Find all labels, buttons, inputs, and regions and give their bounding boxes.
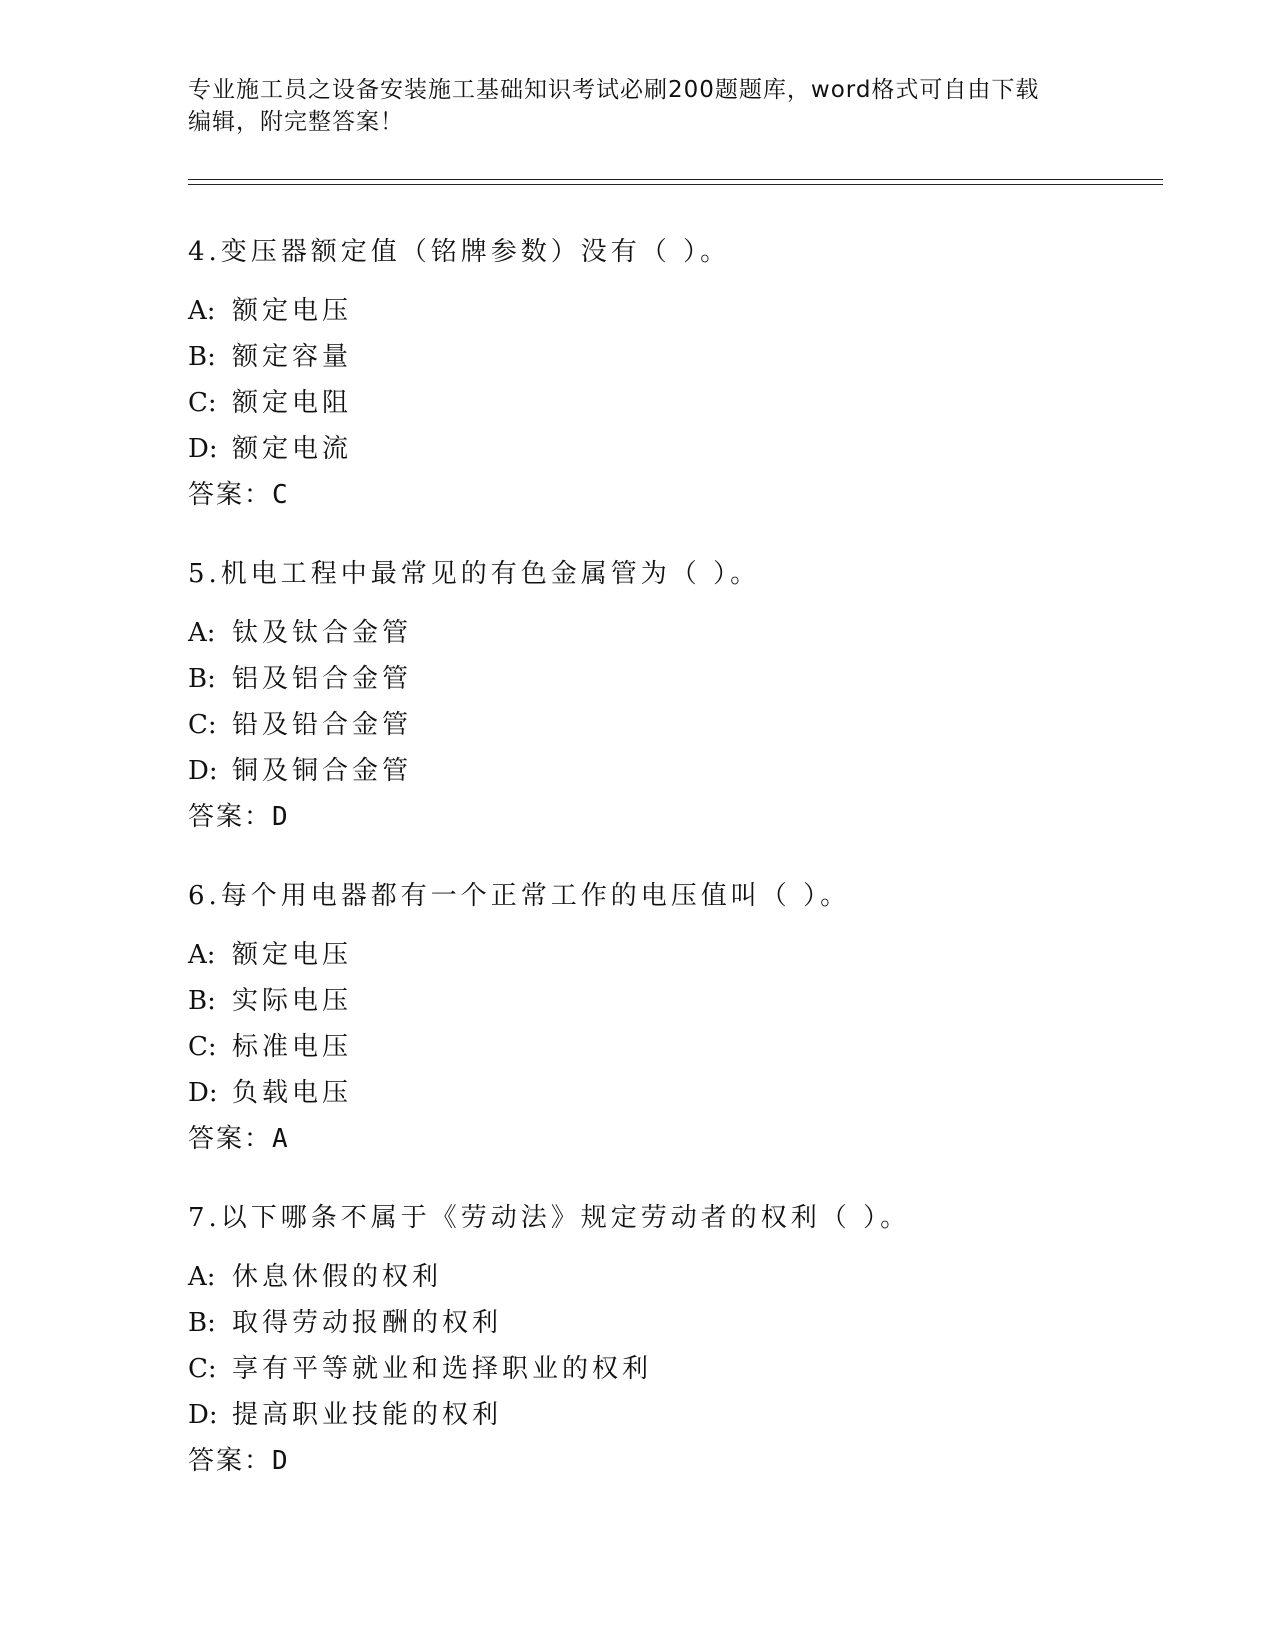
question-block — [188, 237, 1168, 518]
answer-line — [188, 1438, 1168, 1484]
answer-label: 答案： — [188, 802, 273, 832]
option-text: 铝及铝合金管 — [232, 664, 413, 694]
option-text: 额定电流 — [232, 434, 353, 464]
answer-label: 答案： — [188, 480, 273, 510]
document-header — [188, 74, 1088, 138]
option-c — [188, 702, 1168, 748]
option-d — [188, 1392, 1168, 1438]
option-text: 取得劳动报酬的权利 — [232, 1308, 503, 1338]
option-label: B: — [188, 986, 216, 1016]
option-label: B: — [188, 1308, 216, 1338]
header-line-1: 专业施工员之设备安装施工基础知识考试必刷200题题库，word格式可自由下载 — [188, 77, 1040, 103]
option-label: C: — [188, 1354, 217, 1384]
option-label: D: — [188, 756, 218, 786]
option-a — [188, 288, 1168, 334]
option-label: A: — [188, 618, 216, 648]
answer-label: 答案： — [188, 1446, 273, 1476]
option-text: 提高职业技能的权利 — [232, 1400, 503, 1430]
question-block — [188, 1203, 1168, 1484]
option-text: 享有平等就业和选择职业的权利 — [232, 1354, 653, 1384]
option-text: 钛及钛合金管 — [232, 618, 413, 648]
option-text: 额定容量 — [232, 342, 353, 372]
option-text: 铜及铜合金管 — [232, 756, 413, 786]
option-a — [188, 610, 1168, 656]
option-c — [188, 1346, 1168, 1392]
question-stem: 4.变压器额定值（铭牌参数）没有（ ）。 — [188, 237, 731, 267]
option-d — [188, 426, 1168, 472]
option-text: 额定电阻 — [232, 388, 353, 418]
option-label: C: — [188, 1032, 217, 1062]
option-c — [188, 1024, 1168, 1070]
option-label: B: — [188, 342, 216, 372]
option-b — [188, 978, 1168, 1024]
answer-label: 答案： — [188, 1124, 273, 1154]
answer-value: D — [272, 802, 288, 832]
option-label: C: — [188, 388, 217, 418]
option-d — [188, 748, 1168, 794]
option-d — [188, 1070, 1168, 1116]
option-text: 负载电压 — [232, 1078, 353, 1108]
option-label: D: — [188, 434, 218, 464]
option-text: 铅及铅合金管 — [232, 710, 413, 740]
question-block — [188, 559, 1168, 840]
question-stem: 6.每个用电器都有一个正常工作的电压值叫（ ）。 — [188, 881, 851, 911]
option-label: B: — [188, 664, 216, 694]
answer-line — [188, 794, 1168, 840]
option-text: 额定电压 — [232, 296, 353, 326]
option-text: 休息休假的权利 — [232, 1262, 443, 1292]
answer-line — [188, 1116, 1168, 1162]
answer-line — [188, 472, 1168, 518]
question-block — [188, 881, 1168, 1162]
answer-value: A — [272, 1124, 288, 1154]
answer-value: C — [272, 480, 288, 510]
option-b — [188, 1300, 1168, 1346]
option-a — [188, 1254, 1168, 1300]
option-b — [188, 334, 1168, 380]
option-label: D: — [188, 1400, 218, 1430]
question-stem: 5.机电工程中最常见的有色金属管为（ ）。 — [188, 559, 761, 589]
option-label: A: — [188, 296, 216, 326]
option-text: 实际电压 — [232, 986, 353, 1016]
header-line-2: 编辑，附完整答案！ — [188, 109, 404, 135]
option-text: 标准电压 — [232, 1032, 353, 1062]
option-label: C: — [188, 710, 217, 740]
option-label: A: — [188, 940, 216, 970]
option-c — [188, 380, 1168, 426]
option-text: 额定电压 — [232, 940, 353, 970]
answer-value: D — [272, 1446, 288, 1476]
option-label: A: — [188, 1262, 216, 1292]
option-a — [188, 932, 1168, 978]
header-divider-top — [188, 179, 1163, 180]
option-b — [188, 656, 1168, 702]
question-stem: 7.以下哪条不属于《劳动法》规定劳动者的权利（ ）。 — [188, 1203, 911, 1233]
header-divider-bottom — [188, 184, 1163, 185]
option-label: D: — [188, 1078, 218, 1108]
